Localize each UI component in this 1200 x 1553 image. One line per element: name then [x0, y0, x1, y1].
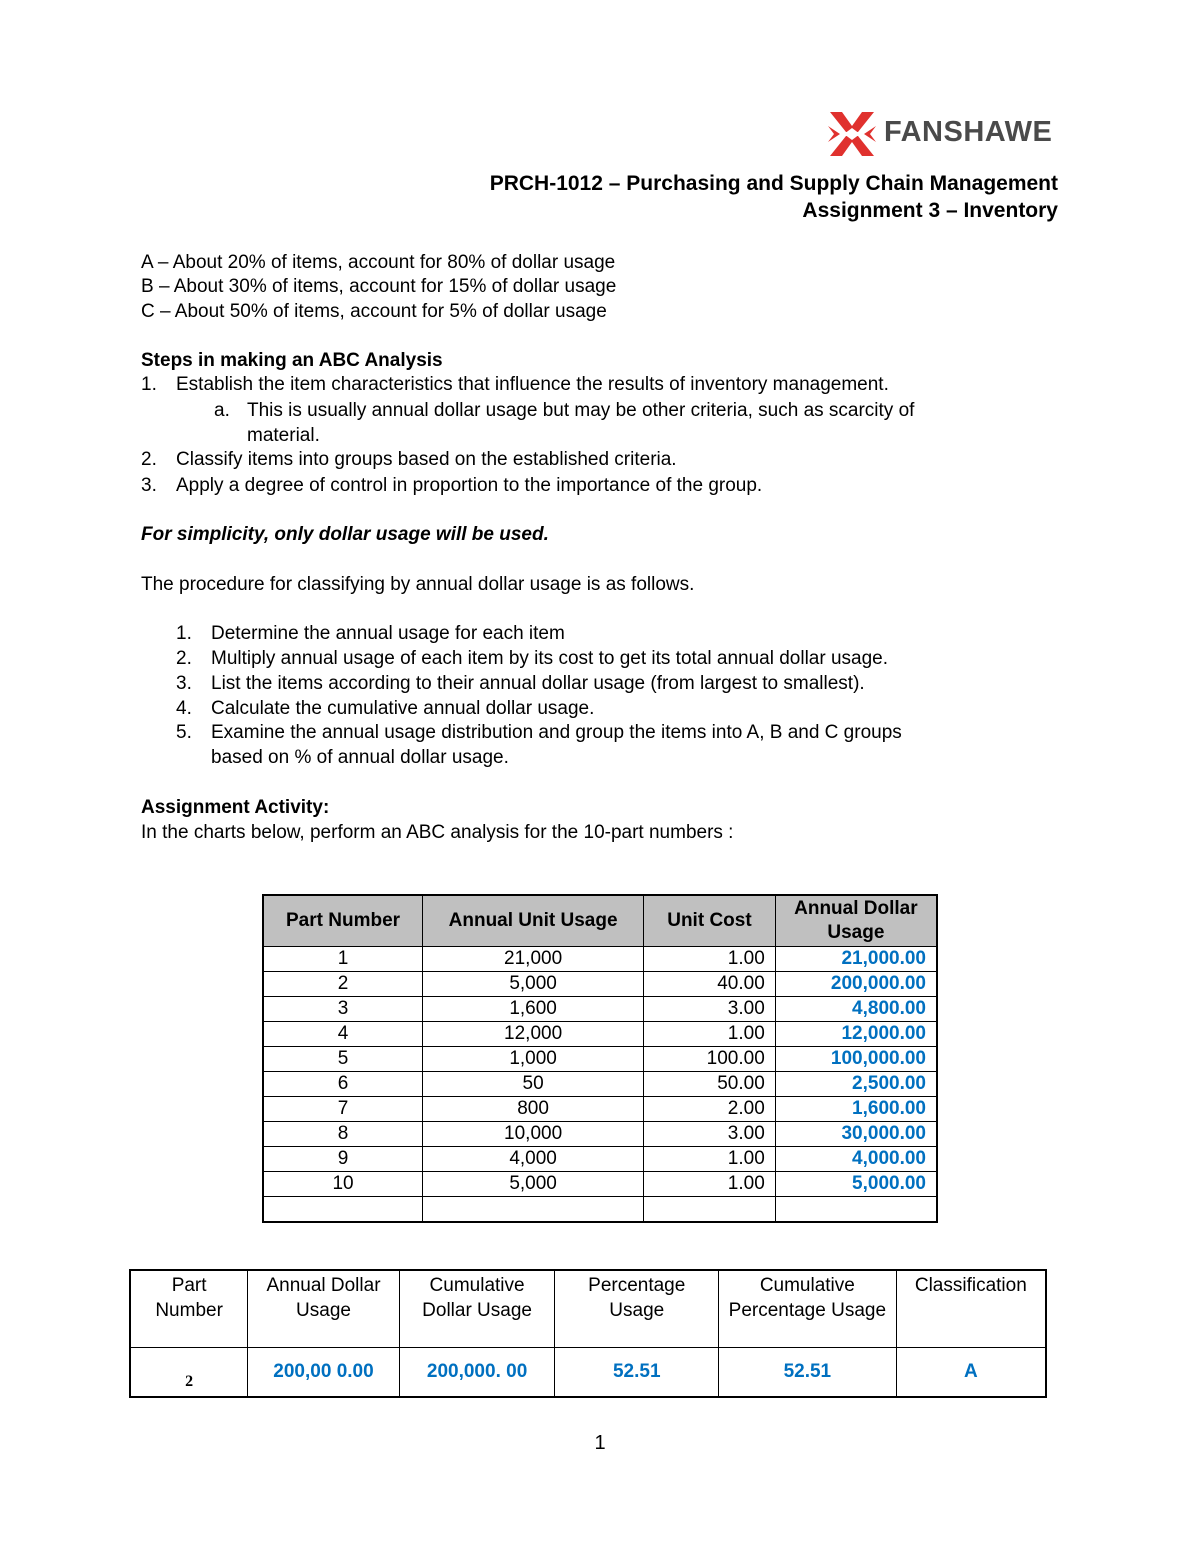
- dollar-usage-cell: 21,000.00: [775, 947, 937, 972]
- dollar-usage-cell: 100,000.00: [775, 1047, 937, 1072]
- step-1-text: Establish the item characteristics that influence the results of inventory management.: [176, 374, 889, 395]
- steps-heading: Steps in making an ABC Analysis: [141, 350, 443, 371]
- activity-text: In the charts below, perform an ABC analysis for the 10-part numbers :: [141, 822, 734, 843]
- simplicity-note: For simplicity, only dollar usage will be used.: [141, 524, 549, 545]
- unit-usage-cell: 1,600: [423, 997, 644, 1022]
- table-row: [263, 1147, 937, 1172]
- part-number-cell: 10: [263, 1172, 423, 1197]
- unit-usage-cell: 5,000: [423, 1172, 644, 1197]
- abc-analysis-table: [129, 1269, 1047, 1398]
- step-2-num: 2.: [141, 449, 157, 470]
- part-number-cell: 9: [263, 1147, 423, 1172]
- unit-cost-cell: 3.00: [644, 997, 776, 1022]
- proc-3-text: List the items according to their annual dollar usage (from largest to smallest).: [211, 673, 865, 694]
- proc-5-text: Examine the annual usage distribution and group the items into A, B and C groups: [211, 722, 902, 743]
- parts-table: [262, 894, 938, 1223]
- table-row: [263, 1172, 937, 1197]
- class-a-line: A – About 20% of items, account for 80% of dollar usage: [141, 252, 616, 273]
- unit-cost-cell: 1.00: [644, 1022, 776, 1047]
- abc-class-cell: A: [896, 1348, 1046, 1398]
- step-1a-num: a.: [214, 400, 230, 421]
- abc-pct-cell: 52.51: [555, 1348, 719, 1398]
- table-row: [263, 1097, 937, 1122]
- step-1-num: 1.: [141, 374, 157, 395]
- dollar-usage-cell: 200,000.00: [775, 972, 937, 997]
- proc-3-num: 3.: [176, 673, 192, 694]
- abc-row: [130, 1348, 1046, 1398]
- part-number-cell: 7: [263, 1097, 423, 1122]
- abc-header-classification: Classification: [896, 1270, 1046, 1348]
- empty-cell: [423, 1197, 644, 1223]
- unit-cost-cell: 40.00: [644, 972, 776, 997]
- logo-wordmark: FANSHAWE: [884, 116, 1053, 148]
- part-number-cell: 5: [263, 1047, 423, 1072]
- dollar-usage-cell: 12,000.00: [775, 1022, 937, 1047]
- proc-1-text: Determine the annual usage for each item: [211, 623, 565, 644]
- class-c-line: C – About 50% of items, account for 5% of dollar usage: [141, 301, 607, 322]
- table-row: [263, 997, 937, 1022]
- step-3-text: Apply a degree of control in proportion to the importance of the group.: [176, 475, 763, 496]
- unit-usage-cell: 10,000: [423, 1122, 644, 1147]
- assignment-title: Assignment 3 – Inventory: [802, 199, 1058, 222]
- part-number-cell: 4: [263, 1022, 423, 1047]
- page-number: 1: [594, 1432, 606, 1454]
- step-1a-cont: material.: [247, 425, 320, 446]
- proc-5-cont: based on % of annual dollar usage.: [211, 747, 509, 768]
- table-row: [263, 1122, 937, 1147]
- dollar-usage-cell: 5,000.00: [775, 1172, 937, 1197]
- part-number-cell: 3: [263, 997, 423, 1022]
- unit-cost-cell: 2.00: [644, 1097, 776, 1122]
- step-1a-text: This is usually annual dollar usage but may be other criteria, such as scarcity of: [247, 400, 915, 421]
- header-unit-cost: Unit Cost: [644, 895, 776, 947]
- part-number-cell: 1: [263, 947, 423, 972]
- unit-usage-cell: 5,000: [423, 972, 644, 997]
- proc-4-num: 4.: [176, 698, 192, 719]
- procedure-intro: The procedure for classifying by annual dollar usage is as follows.: [141, 574, 695, 595]
- header-annual-dollar-usage: Annual Dollar Usage: [775, 895, 937, 947]
- unit-usage-cell: 21,000: [423, 947, 644, 972]
- abc-header-cumulative-percentage-usage: Cumulative Percentage Usage: [719, 1270, 897, 1348]
- part-number-cell: 2: [263, 972, 423, 997]
- dollar-usage-cell: 4,800.00: [775, 997, 937, 1022]
- proc-4-text: Calculate the cumulative annual dollar usage.: [211, 698, 595, 719]
- unit-usage-cell: 12,000: [423, 1022, 644, 1047]
- dollar-usage-cell: 1,600.00: [775, 1097, 937, 1122]
- unit-cost-cell: 3.00: [644, 1122, 776, 1147]
- header-annual-unit-usage: Annual Unit Usage: [423, 895, 644, 947]
- unit-cost-cell: 1.00: [644, 947, 776, 972]
- part-number-cell: 6: [263, 1072, 423, 1097]
- empty-cell: [644, 1197, 776, 1223]
- course-title: PRCH-1012 – Purchasing and Supply Chain Management: [489, 172, 1058, 195]
- table-row: [263, 1047, 937, 1072]
- empty-cell: [263, 1197, 423, 1223]
- abc-header-part-number: Part Number: [130, 1270, 248, 1348]
- proc-1-num: 1.: [176, 623, 192, 644]
- class-b-line: B – About 30% of items, account for 15% of dollar usage: [141, 276, 617, 297]
- fanshawe-logo-icon: [826, 108, 878, 160]
- abc-header-percentage-usage: Percentage Usage: [555, 1270, 719, 1348]
- abc-cumulative-cell: 200,000. 00: [399, 1348, 555, 1398]
- activity-heading: Assignment Activity:: [141, 797, 330, 818]
- unit-usage-cell: 4,000: [423, 1147, 644, 1172]
- step-3-num: 3.: [141, 475, 157, 496]
- unit-usage-cell: 800: [423, 1097, 644, 1122]
- abc-header-row: [130, 1270, 1046, 1348]
- abc-header-cumulative-dollar-usage: Cumulative Dollar Usage: [399, 1270, 555, 1348]
- abc-annual-cell: 200,00 0.00: [248, 1348, 399, 1398]
- parts-table-header-row: [263, 895, 937, 947]
- fanshawe-logo: [826, 108, 1062, 160]
- proc-2-text: Multiply annual usage of each item by its cost to get its total annual dollar usage.: [211, 648, 889, 669]
- empty-row: [263, 1197, 937, 1223]
- proc-5-num: 5.: [176, 722, 192, 743]
- abc-cum-pct-cell: 52.51: [719, 1348, 897, 1398]
- proc-2-num: 2.: [176, 648, 192, 669]
- abc-header-annual-dollar-usage: Annual Dollar Usage: [248, 1270, 399, 1348]
- table-row: [263, 947, 937, 972]
- empty-cell: [775, 1197, 937, 1223]
- dollar-usage-cell: 2,500.00: [775, 1072, 937, 1097]
- unit-usage-cell: 1,000: [423, 1047, 644, 1072]
- unit-cost-cell: 1.00: [644, 1147, 776, 1172]
- header-part-number: Part Number: [263, 895, 423, 947]
- abc-part-number-cell: 2: [130, 1348, 248, 1398]
- table-row: [263, 1072, 937, 1097]
- unit-usage-cell: 50: [423, 1072, 644, 1097]
- unit-cost-cell: 1.00: [644, 1172, 776, 1197]
- step-2-text: Classify items into groups based on the established criteria.: [176, 449, 677, 470]
- dollar-usage-cell: 4,000.00: [775, 1147, 937, 1172]
- table-row: [263, 1022, 937, 1047]
- unit-cost-cell: 50.00: [644, 1072, 776, 1097]
- table-row: [263, 972, 937, 997]
- unit-cost-cell: 100.00: [644, 1047, 776, 1072]
- part-number-cell: 8: [263, 1122, 423, 1147]
- dollar-usage-cell: 30,000.00: [775, 1122, 937, 1147]
